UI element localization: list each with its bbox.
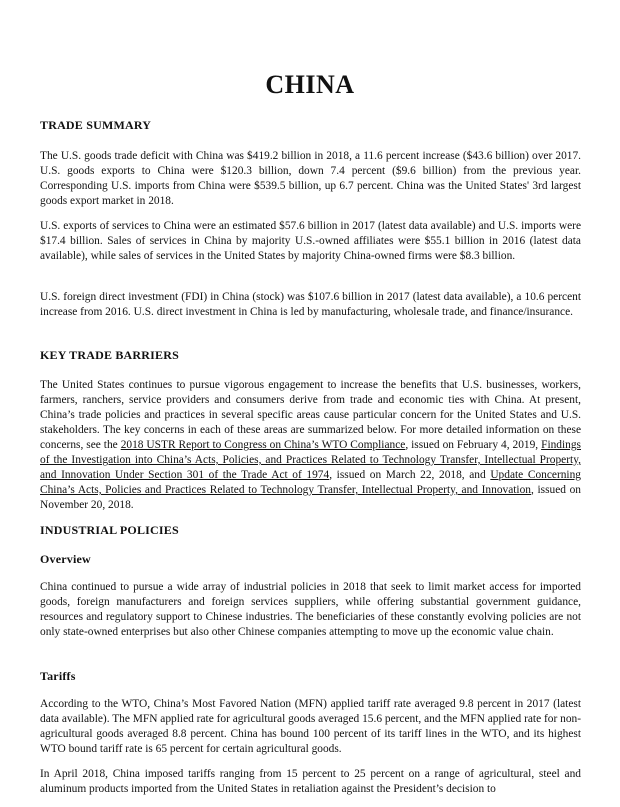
paragraph-tariffs-mfn: According to the WTO, China’s Most Favored Nation (MFN) applied tariff rate averaged 9.8 percent in 2017 (latest data available). The MFN applied rate for agricultural goods averaged 15.6 percent, and the MFN applied rate for non-agricultural goods averaged 8.8 percent. China has bound 100 percent of its tariff lines in the WTO, and its highest WTO bound tariff rate is 65 percent for certain agricultural goods. — [40, 698, 581, 755]
heading-tariffs: Tariffs — [40, 669, 76, 683]
barriers-text-4: , issued on November 20, 2018. — [40, 484, 581, 511]
paragraph-fdi: U.S. foreign direct investment (FDI) in China (stock) was $107.6 billion in 2017 (latest data available), a 10.6 percent increase from 2016. U.S. direct investment in China is led by manufacturing, wholesale trade, and finance/insurance. — [40, 291, 581, 318]
paragraph-services-trade: U.S. exports of services to China were an estimated $57.6 billion in 2017 (latest data available) and U.S. imports were $17.4 billion. Sales of services in China by majority U.S.-owned affiliates were $55.1 billion in 2016 (latest data available), while sales of services in the United States by majority China-owned firms were $8.3 billion. — [40, 220, 581, 262]
heading-overview: Overview — [40, 552, 91, 566]
barriers-text-2: , issued on February 4, 2019, — [405, 439, 542, 451]
link-section-301-findings[interactable]: Findings of the Investigation into China’s Acts, Policies, and Practices Related to Technology Transfer, Intellectual Property, and Innovation Under Section 301 of the Trade Act of 1974 — [40, 439, 581, 481]
paragraph-goods-trade: The U.S. goods trade deficit with China was $419.2 billion in 2018, a 11.6 percent increase ($43.6 billion) over 2017. U.S. goods exports to China were $120.3 billion, down 7.4 percent ($9.6 billion) from the previous year. Corresponding U.S. imports from China were $539.5 billion, up 6.7 percent. China was the United States' 3rd largest goods export market in 2018. — [40, 150, 581, 207]
paragraph-key-barriers — [40, 378, 581, 513]
link-wto-compliance-report[interactable]: 2018 USTR Report to Congress on China’s WTO Compliance — [120, 439, 406, 451]
page-title: CHINA — [265, 70, 355, 99]
heading-trade-summary: TRADE SUMMARY — [40, 118, 152, 132]
heading-key-trade-barriers: KEY TRADE BARRIERS — [40, 348, 179, 362]
paragraph-tariffs-retaliation: In April 2018, China imposed tariffs ranging from 15 percent to 25 percent on a range of agricultural, steel and aluminum products imported from the United States in retaliation against the President’s decision to — [40, 768, 581, 795]
barriers-text-3: , issued on March 22, 2018, and — [329, 469, 491, 481]
link-update-concerning-china[interactable]: Update Concerning China’s Acts, Policies and Practices Related to Technology Transfer, Intellectual Property, and Innovation — [40, 469, 581, 496]
heading-industrial-policies: INDUSTRIAL POLICIES — [40, 523, 179, 537]
paragraph-overview: China continued to pursue a wide array of industrial policies in 2018 that seek to limit market access for imported goods, foreign manufacturers and foreign services suppliers, while offering substantial government guidance, resources and regulatory support to Chinese industries. The beneficiaries of these constantly evolving policies are not only state-owned enterprises but also other Chinese companies attempting to move up the economic value chain. — [40, 581, 581, 638]
barriers-intro-text: The United States continues to pursue vigorous engagement to increase the benefits that U.S. businesses, workers, farmers, ranchers, service providers and consumers derive from trade and economic ties with China. At present, China’s trade policies and practices in several specific areas cause particular concern for the United States and U.S. stakeholders. The key concerns in each of these areas are summarized below. For more detailed information on these concerns, see the — [40, 379, 581, 451]
